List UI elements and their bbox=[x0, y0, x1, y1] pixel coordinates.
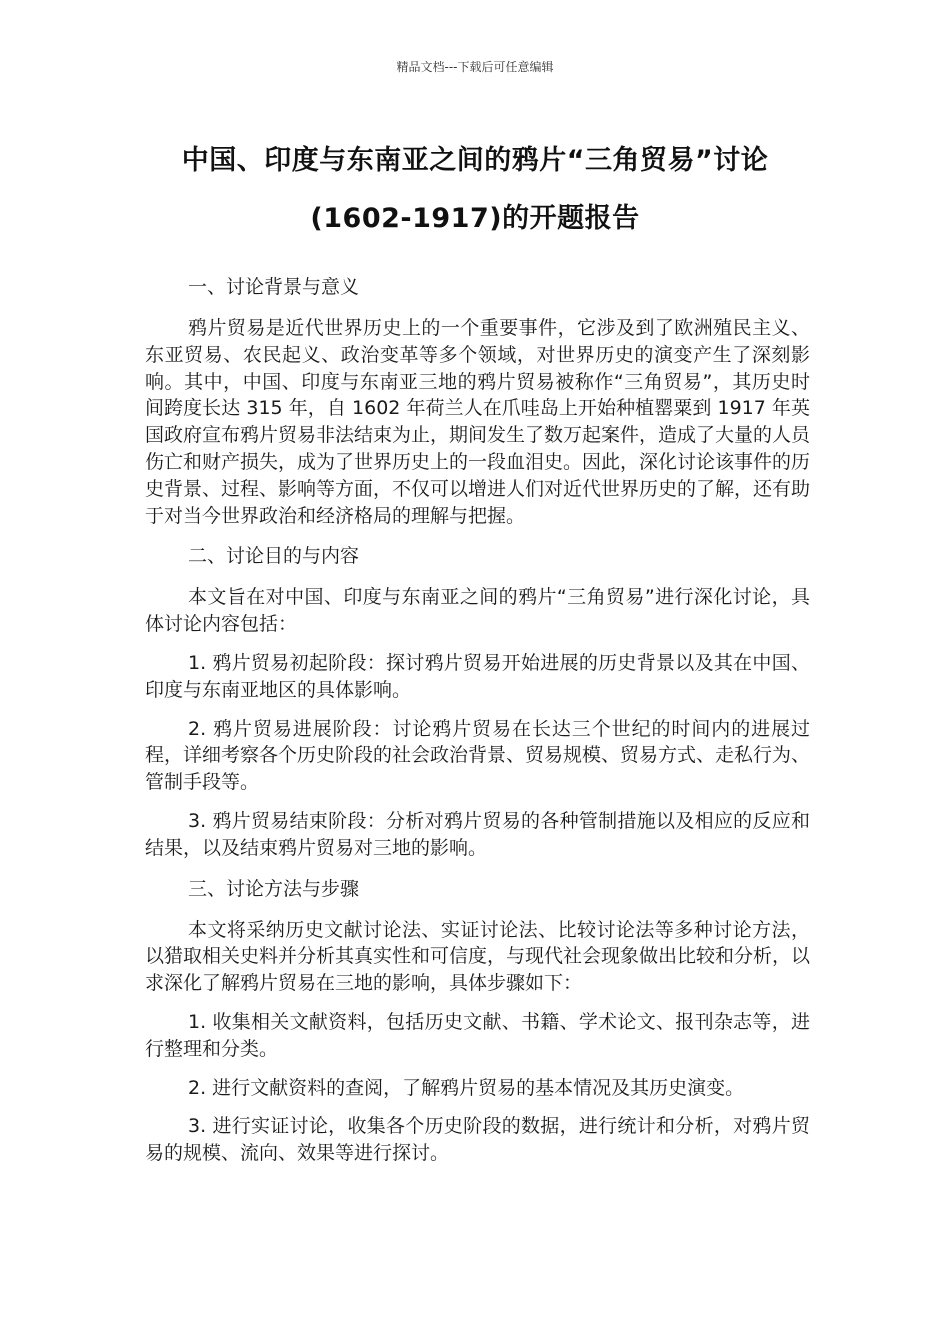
paragraph-purpose-intro: 本文旨在对中国、印度与东南亚之间的鸦片“三角贸易”进行深化讨论，具体讨论内容包括： bbox=[145, 586, 810, 636]
section-heading-methods: 三、讨论方法与步骤 bbox=[188, 877, 360, 900]
list-item-stage-1: 1. 鸦片贸易初起阶段：探讨鸦片贸易开始进展的历史背景以及其在中国、印度与东南亚地区的具体影响。 bbox=[145, 651, 810, 701]
paragraph-methods-intro: 本文将采纳历史文献讨论法、实证讨论法、比较讨论法等多种讨论方法，以猎取相关史料并分析其真实性和可信度，与现代社会现象做出比较和分析，以求深化了解鸦片贸易在三地的影响，具体步骤如下： bbox=[145, 918, 811, 995]
paragraph-background: 鸦片贸易是近代世界历史上的一个重要事件，它涉及到了欧洲殖民主义、东亚贸易、农民起义、政治变革等多个领域，对世界历史的演变产生了深刻影响。其中，中国、印度与东南亚三地的鸦片贸易被称作“三角贸易”，其历史时间跨度长达 315 年，自 1602 年荷兰人在爪哇岛上开始种植罂粟到 1917 年英国政府宣布鸦片贸易非法结束为止，期间发生了数万起案件，造成了大量的人员伤亡和财产损失，成为了世界历史上的一段血泪史。因此，深化讨论该事件的历史背景、过程、影响等方面，不仅可以增进人们对近代世界历史的了解，还有助于对当今世界政治和经济格局的理解与把握。 bbox=[145, 317, 811, 527]
list-item-stage-3: 3. 鸦片贸易结束阶段：分析对鸦片贸易的各种管制措施以及相应的反应和结果，以及结束鸦片贸易对三地的影响。 bbox=[145, 809, 810, 859]
section-heading-purpose: 二、讨论目的与内容 bbox=[188, 545, 360, 568]
section-heading-background: 一、讨论背景与意义 bbox=[188, 276, 360, 298]
document-body bbox=[145, 272, 810, 1179]
list-item-step-3: 3. 进行实证讨论，收集各个历史阶段的数据，进行统计和分析，对鸦片贸易的规模、流向、效果等进行探讨。 bbox=[145, 1115, 810, 1165]
list-item-step-2: 2. 进行文献资料的查阅，了解鸦片贸易的基本情况及其历史演变。 bbox=[188, 1076, 745, 1099]
list-item-stage-2: 2. 鸦片贸易进展阶段：讨论鸦片贸易在长达三个世纪的时间内的进展过程，详细考察各个历史阶段的社会政治背景、贸易规模、贸易方式、走私行为、管制手段等。 bbox=[145, 717, 811, 794]
document-title-line-1: 中国、印度与东南亚之间的鸦片“三角贸易”讨论 bbox=[181, 145, 769, 176]
list-item-step-1: 1. 收集相关文献资料，包括历史文献、书籍、学术论文、报刊杂志等，进行整理和分类。 bbox=[145, 1010, 810, 1060]
document-title-line-2: (1602-1917)的开题报告 bbox=[310, 203, 640, 234]
page-header-watermark: 精品文档---下载后可任意编辑 bbox=[396, 60, 554, 74]
